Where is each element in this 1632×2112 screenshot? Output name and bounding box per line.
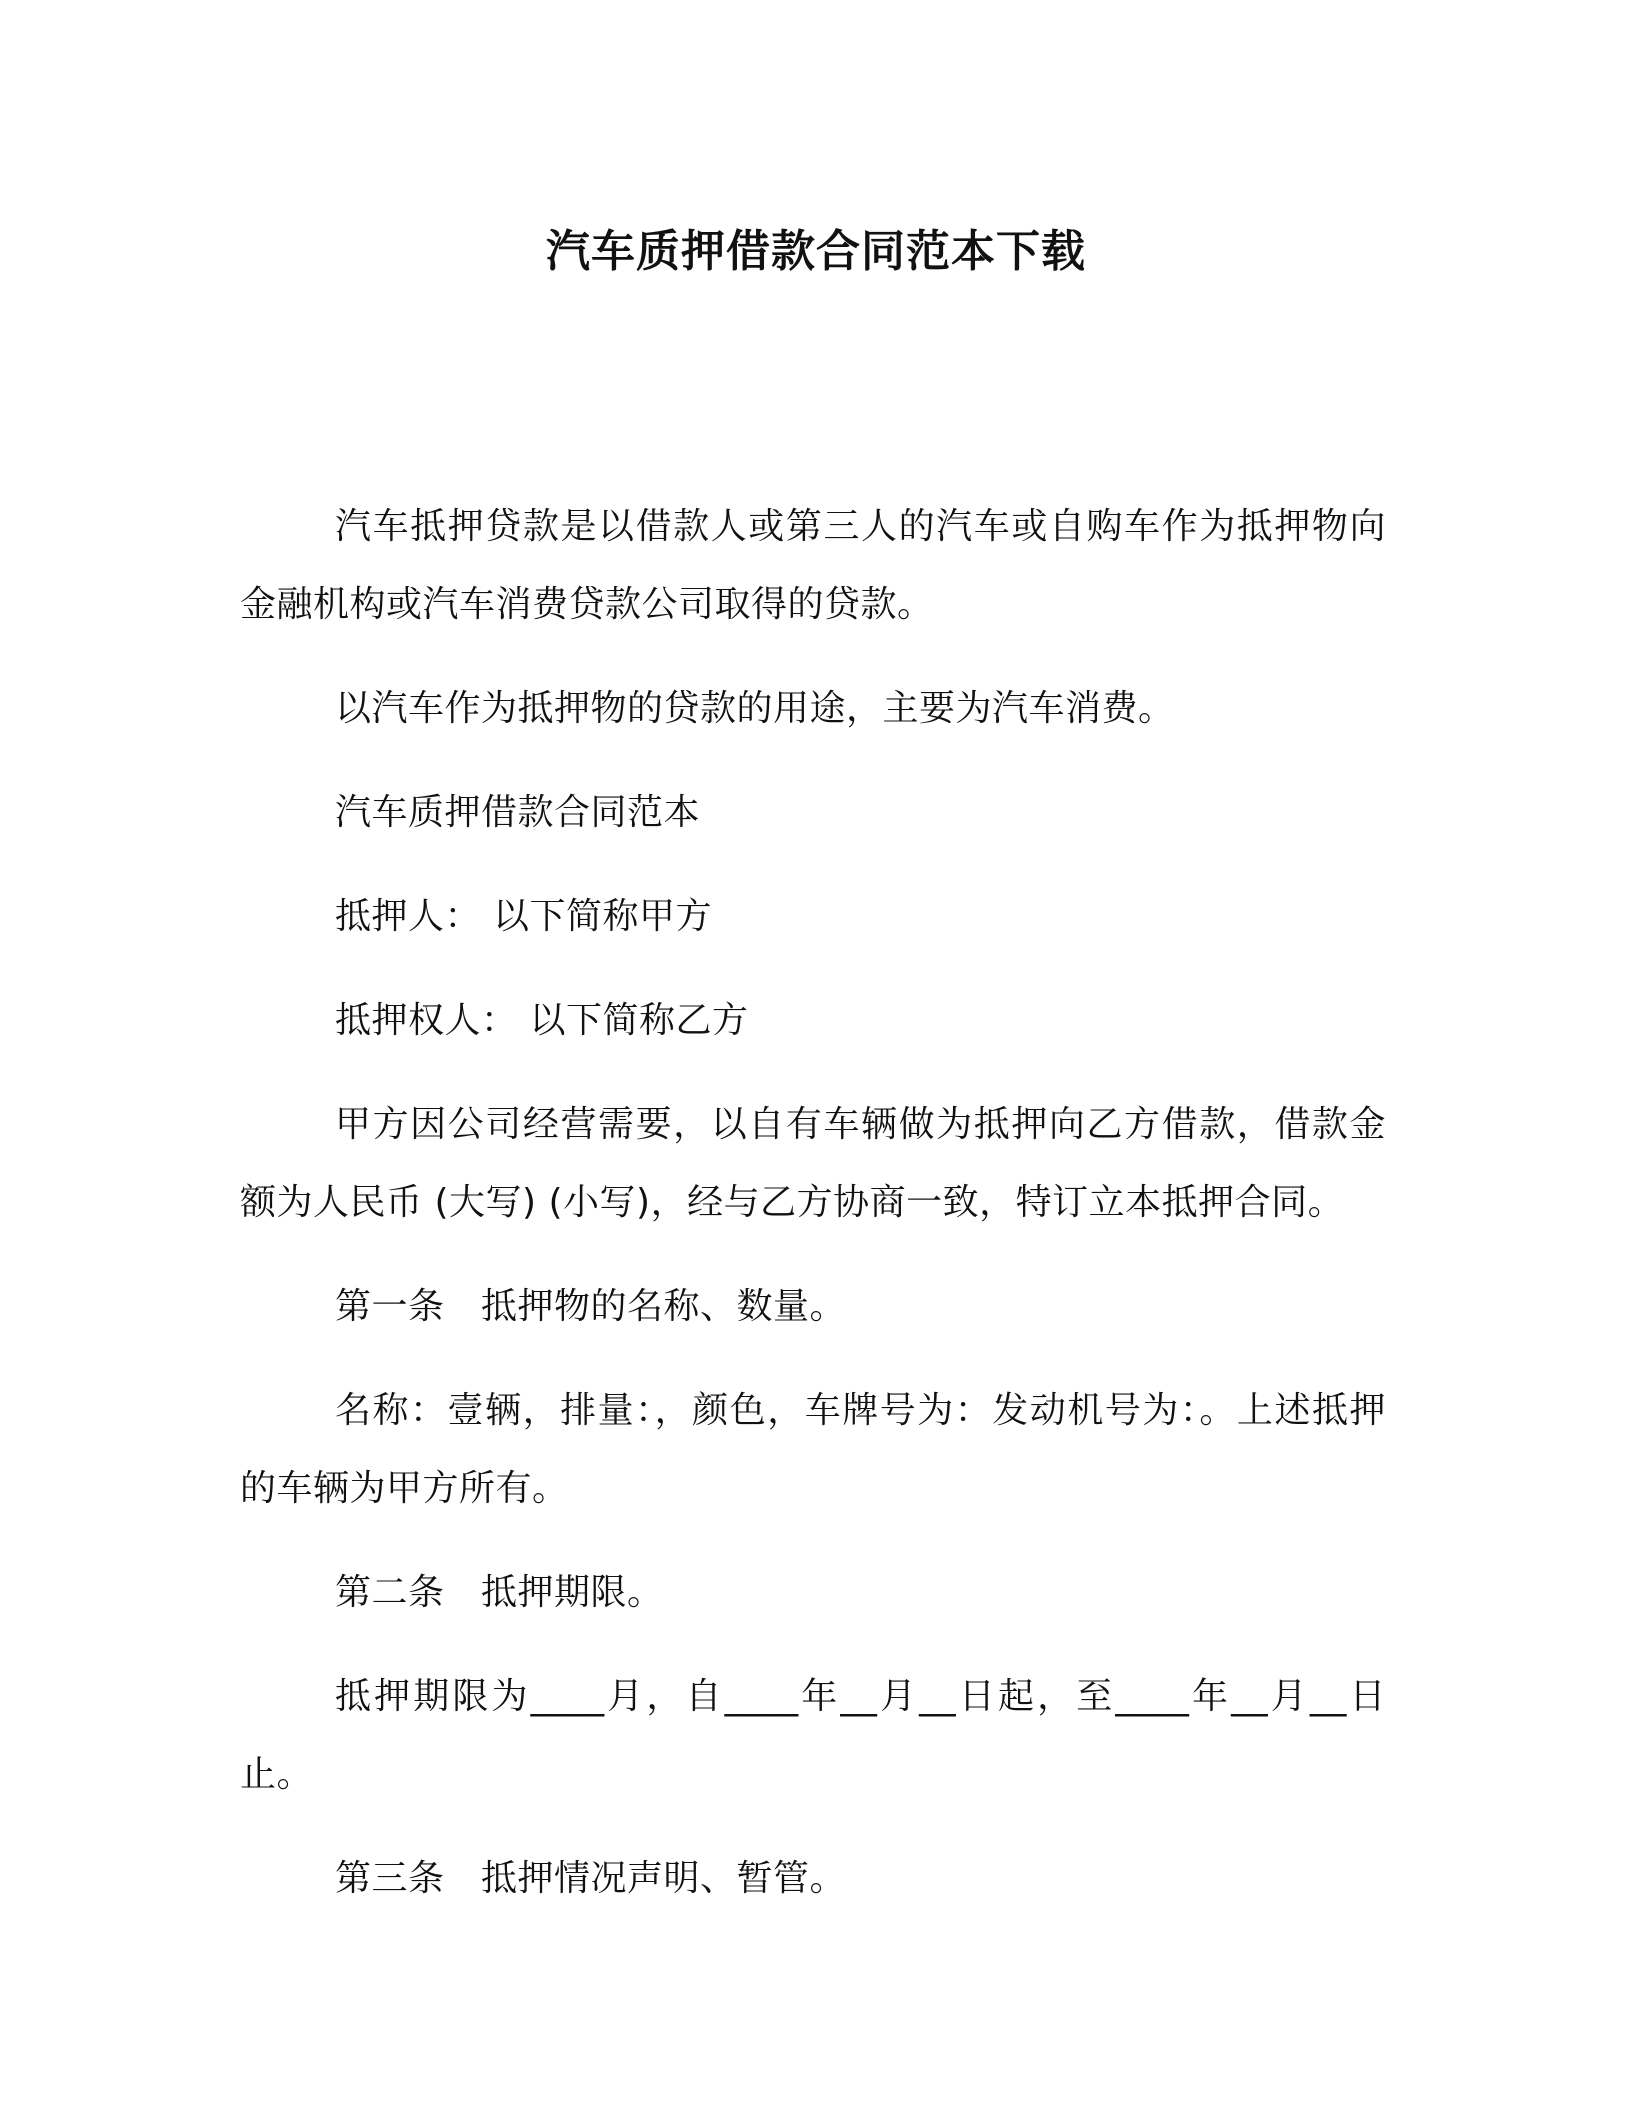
article-3-heading: 第三条 抵押情况声明、暂管。 [335, 1858, 847, 1899]
paragraph-purpose: 以汽车作为抵押物的贷款的用途，主要为汽车消费。 [335, 688, 1175, 729]
paragraph-contract-heading: 汽车质押借款合同范本 [335, 792, 701, 833]
article-2-content: 抵押期限为____月，自____年__月__日起，至____年__月__日止。 [240, 1676, 1386, 1795]
paragraph-loan-terms: 甲方因公司经营需要，以自有车辆做为抵押向乙方借款，借款金额为人民币 (大写) (小写)，经与乙方协商一致，特订立本抵押合同。 [240, 1104, 1386, 1223]
document-title: 汽车质押借款合同范本下载 [546, 226, 1086, 277]
paragraph-mortgagee: 抵押权人： 以下简称乙方 [335, 1000, 749, 1041]
paragraph-mortgagor: 抵押人： 以下简称甲方 [335, 896, 712, 937]
article-2-heading: 第二条 抵押期限。 [335, 1572, 664, 1613]
article-1-heading: 第一条 抵押物的名称、数量。 [335, 1286, 847, 1327]
document-body [240, 488, 1386, 1944]
paragraph-intro: 汽车抵押贷款是以借款人或第三人的汽车或自购车作为抵押物向金融机构或汽车消费贷款公司取得的贷款。 [240, 506, 1386, 625]
article-1-content: 名称：壹辆，排量：，颜色，车牌号为：发动机号为：。上述抵押的车辆为甲方所有。 [240, 1390, 1386, 1509]
